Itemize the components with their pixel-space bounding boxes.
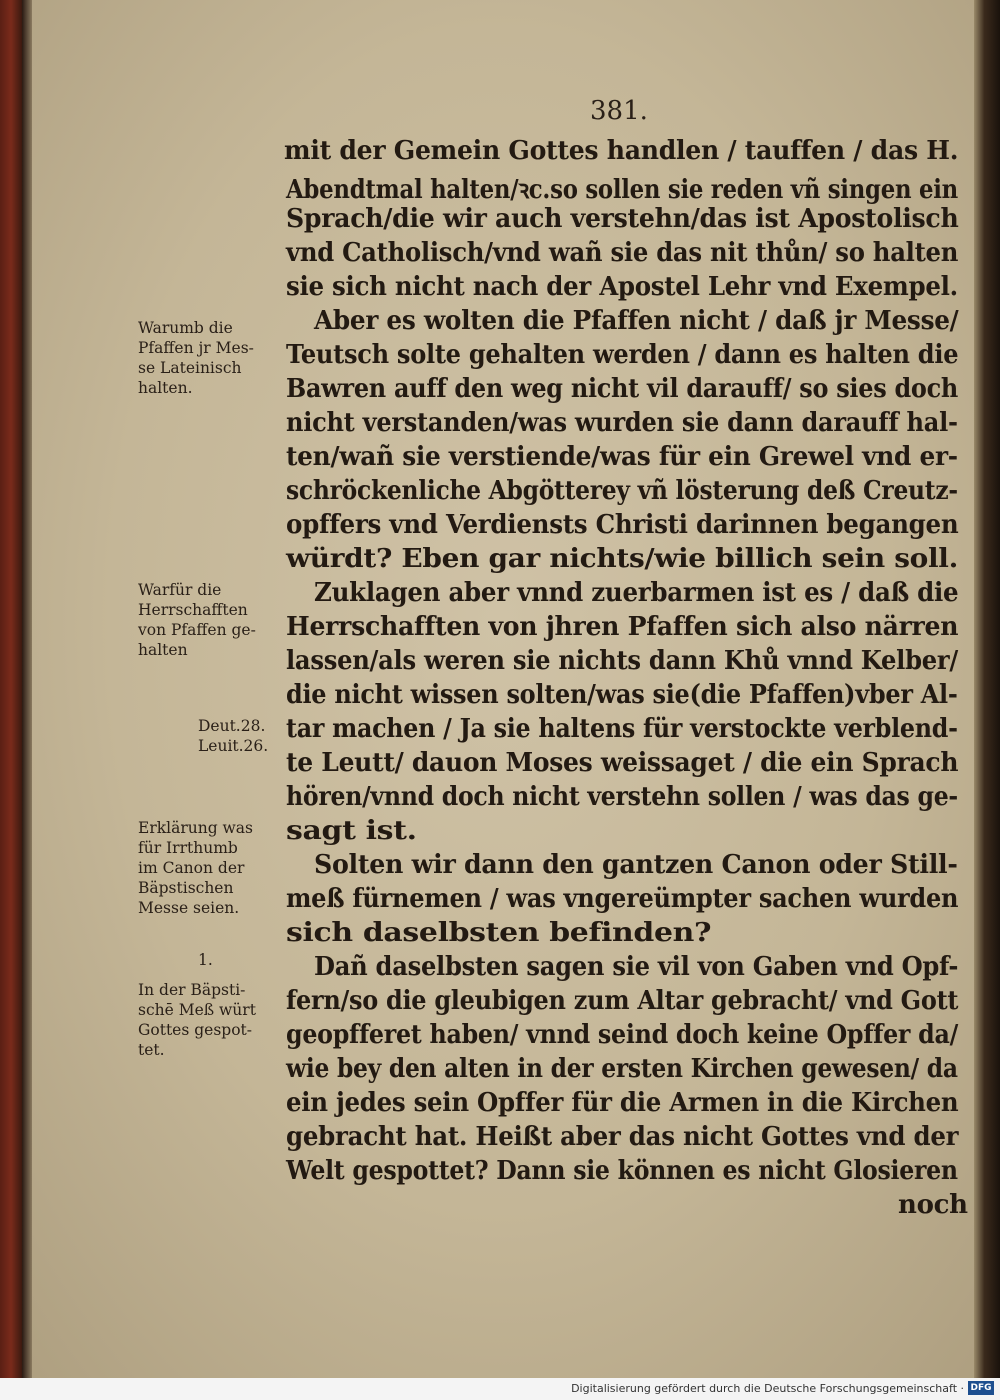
margin-note-line: im Canon der [138, 859, 245, 877]
margin-note-line: Leuit.26. [198, 737, 269, 755]
margin-note-line: Messe seien. [138, 899, 240, 917]
text-line: hören/vnnd doch nicht verstehn sollen / was das ge- [286, 782, 958, 812]
text-line: geopfferet haben/ vnnd seind doch keine Opffer da/ [286, 1020, 958, 1050]
page-number: 381. [590, 96, 648, 126]
text-line: Solten wir dann den gantzen Canon oder Still- [314, 850, 958, 880]
text-line: nicht verstanden/was wurden sie dann darauff hal- [286, 408, 958, 438]
margin-note-line: Herrschafften [138, 601, 248, 619]
text-line: wie bey den alten in der ersten Kirchen gewesen/ da [286, 1054, 958, 1084]
text-line: Teutsch solte gehalten werden / dann es halten die [286, 340, 959, 370]
margin-note-line: Bäpstischen [138, 879, 234, 897]
page-edge-shadow [974, 0, 1000, 1378]
margin-note-number [198, 950, 213, 970]
margin-note-reference [198, 716, 268, 756]
text-line: sich daselbsten befinden? [286, 918, 712, 948]
margin-note-line: Erklärung was [138, 819, 254, 837]
margin-note [138, 318, 254, 398]
text-line: die nicht wissen solten/was sie(die Pfaffen)vber Al- [286, 680, 958, 710]
text-line: opffers vnd Verdiensts Christi darinnen begangen [286, 510, 959, 540]
margin-note [138, 580, 256, 660]
text-line: sagt ist. [286, 816, 417, 846]
text-line: lassen/als weren sie nichts dann Khů vnnd Kelber/ [286, 646, 958, 676]
text-line: Sprach/die wir auch verstehn/das ist Apostolisch [286, 204, 959, 234]
margin-note-line: Deut.28. [198, 717, 266, 735]
margin-note-line: Gottes gespot- [138, 1021, 252, 1039]
text-line: tar machen / Ja sie haltens für verstockte verblend- [286, 714, 958, 744]
text-line: fern/so die gleubigen zum Altar gebracht/ vnd Gott [286, 986, 959, 1016]
text-line: gebracht hat. Heißt aber das nicht Gottes vnd der [286, 1122, 959, 1152]
text-line: vnd Catholisch/vnd wañ sie das nit thůn/ so halten [286, 238, 959, 268]
margin-note-line: In der Bäpsti- [138, 981, 246, 999]
text-line: mit der Gemein Gottes handlen / tauffen / das H. [284, 136, 959, 166]
text-line: Herrschafften von jhren Pfaffen sich also närren [286, 612, 959, 642]
text-line: Welt gespottet? Dann sie können es nicht Glosieren [286, 1156, 958, 1186]
text-line: Bawren auff den weg nicht vil darauff/ so sies doch [286, 374, 959, 404]
margin-note-line: Pfaffen jr Mes- [138, 339, 254, 357]
text-line: Aber es wolten die Pfaffen nicht / daß jr Messe/ [314, 306, 959, 336]
book-spine [0, 0, 22, 1378]
margin-note-line: halten. [138, 379, 193, 397]
text-line: Dañ daselbsten sagen sie vil von Gaben vnd Opf- [314, 952, 959, 982]
dfg-logo: DFG [968, 1381, 994, 1395]
page-gutter [22, 0, 32, 1378]
text-line: meß fürnemen / was vngereümpter sachen wurden [286, 884, 959, 914]
margin-note-line: tet. [138, 1041, 165, 1059]
margin-note [138, 818, 253, 918]
text-line: ein jedes sein Opffer für die Armen in die Kirchen [286, 1088, 959, 1118]
margin-note-line: für Irrthumb [138, 839, 238, 857]
text-line: Zuklagen aber vnnd zuerbarmen ist es / daß die [314, 578, 959, 608]
text-line: sie sich nicht nach der Apostel Lehr vnd Exempel. [286, 272, 958, 302]
text-line: Abendtmal halten/ꝛc.so sollen sie reden vñ singen ein [286, 175, 958, 205]
margin-note-line: se Lateinisch [138, 359, 242, 377]
text-line: te Leutt/ dauon Moses weissaget / die ein Sprach [286, 748, 959, 778]
text-line: ten/wañ sie verstiende/was für ein Grewel vnd er- [286, 442, 958, 472]
funding-credit: Digitalisierung gefördert durch die Deutsche Forschungsgemeinschaft · [571, 1382, 964, 1395]
margin-note-line: Warumb die [138, 319, 233, 337]
text-line: schröckenliche Abgötterey vñ lösterung deß Creutz- [286, 476, 958, 506]
catchword: noch [898, 1190, 968, 1220]
margin-note-line: Warfür die [138, 581, 222, 599]
margin-note-line: 1. [198, 951, 213, 969]
text-line: würdt? Eben gar nichts/wie billich sein soll. [286, 544, 959, 574]
margin-note-line: halten [138, 641, 188, 659]
margin-note-line: von Pfaffen ge- [138, 621, 256, 639]
margin-note [138, 980, 256, 1060]
margin-note-line: schē Meß würt [138, 1001, 256, 1019]
